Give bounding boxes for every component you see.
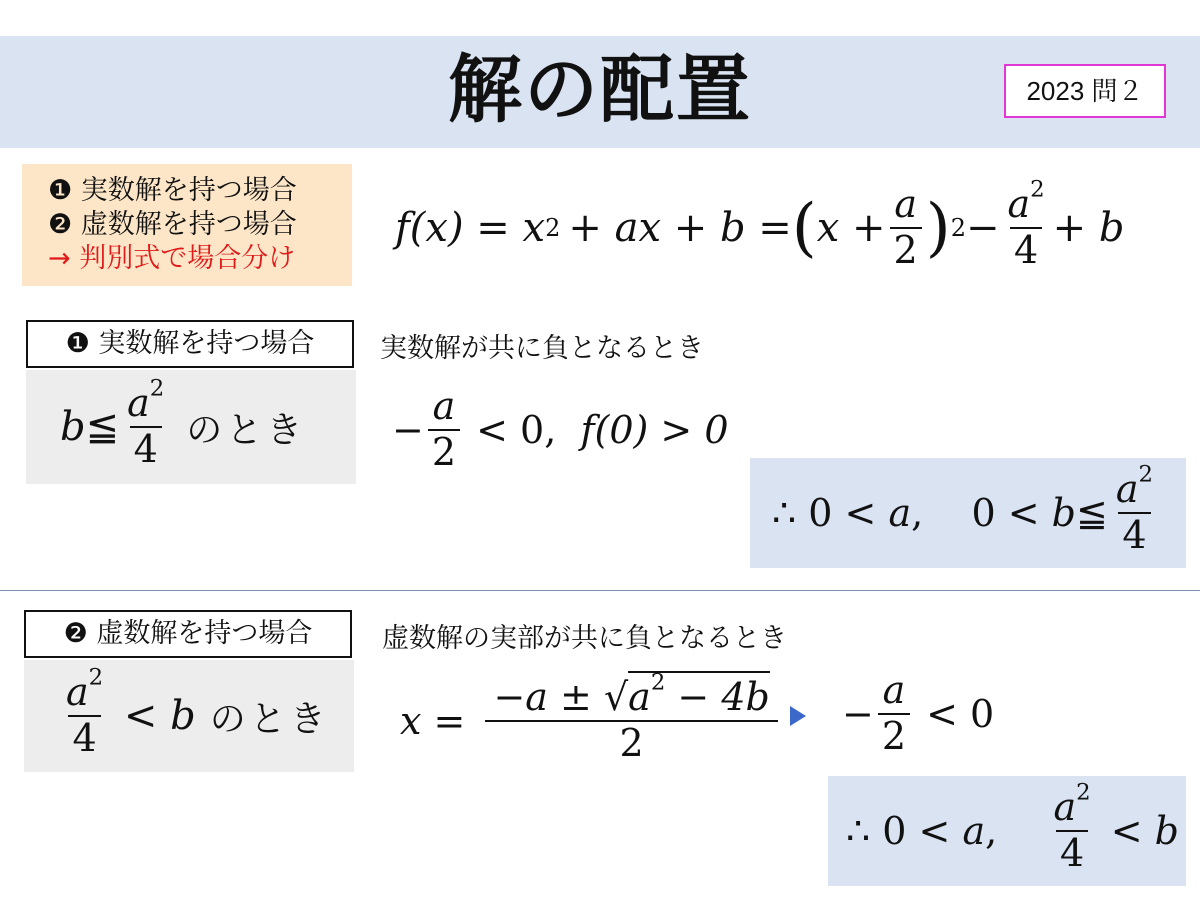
s2-ineq-rest: < 0: [914, 692, 995, 736]
s2-quad-rad-base: a: [628, 675, 651, 720]
formula-lhs: f(x) = x: [395, 205, 546, 251]
s2-quad-num-a: −a ±: [493, 675, 604, 720]
s1-cond-frac: [123, 375, 168, 471]
completed-square-formula: f(x) = x 2 + ax + b = ( x + $\frac{a}{2}$ ) 2 − $\frac{a^2}{4}$ + b: [395, 176, 1125, 272]
s2-ineq-num: a: [882, 668, 906, 713]
s1-cond-le: ≦: [85, 404, 120, 450]
s1-cond-exp: 2: [149, 375, 165, 402]
section-divider: [0, 590, 1200, 591]
section2-result: [828, 776, 1186, 886]
s2-quad-frac: [485, 669, 777, 765]
case-2-text: ❷ 虚数解を持つ場合: [48, 209, 297, 240]
s2-cond-exp: 2: [88, 664, 104, 691]
case-note-text: → 判別式で場合分け: [48, 243, 296, 274]
s1-ineq-num: a: [432, 384, 456, 429]
s1-res-a: a: [888, 491, 912, 535]
s1-ineq-minus: −: [392, 408, 424, 452]
formula-frac-num: a: [894, 182, 917, 227]
s2-cond-suffix: のとき: [209, 698, 330, 740]
s1-cond-b: b: [60, 404, 86, 450]
section2-note: 虚数解の実部が共に負となるとき: [382, 623, 787, 654]
s1-res-therefore: ∴ 0 <: [772, 491, 889, 535]
s1-res-exp: 2: [1138, 461, 1154, 488]
s2-res-comma: ,: [985, 809, 1046, 853]
s1-ineq-den: 2: [428, 429, 460, 473]
case-1-text: ❶ 実数解を持つ場合: [48, 175, 297, 206]
s1-ineq-frac: [428, 384, 460, 474]
s1-res-frac: [1112, 461, 1157, 557]
s2-res-num: a: [1053, 785, 1077, 830]
s2-cond-b: b: [170, 693, 196, 739]
s2-res-lt: <: [1098, 809, 1155, 853]
section1-result: [750, 458, 1186, 568]
s1-cond-suffix: のとき: [186, 409, 307, 451]
problem-tag: 2023 問２: [1004, 64, 1166, 118]
s1-res-comma: , 0 <: [911, 491, 1052, 535]
s2-cond-num: a: [66, 670, 89, 715]
formula-frac2-den: 4: [1010, 227, 1042, 271]
page-title: 解の配置: [448, 47, 752, 133]
s1-cond-den: 4: [130, 426, 162, 470]
section2-inequality: [842, 664, 994, 764]
s1-ineq-rest2: f(0) > 0: [580, 408, 729, 452]
s1-cond-num: a: [127, 381, 150, 426]
s2-res-a: a: [962, 809, 986, 853]
s2-cond-lt: <: [111, 693, 171, 739]
formula-frac-a-2: [890, 182, 922, 272]
formula-xplus: x +: [816, 205, 886, 251]
s2-res-b: b: [1154, 809, 1179, 853]
s2-quad-rad-rest: − 4b: [665, 675, 770, 720]
formula-close-paren: ): [925, 191, 951, 265]
s1-res-b: b: [1051, 491, 1076, 535]
s1-res-num: a: [1115, 467, 1139, 512]
quadratic-formula: [400, 666, 782, 776]
formula-frac-a2-4: [1004, 176, 1049, 272]
s1-ineq-rest1: < 0,: [464, 408, 581, 452]
s2-res-den: 4: [1056, 830, 1088, 874]
s2-ineq-frac: [878, 668, 910, 758]
section2-label: ❷ 虚数解を持つ場合: [24, 610, 352, 658]
s2-x-eq: x =: [400, 699, 478, 743]
s2-res-exp: 2: [1076, 779, 1091, 806]
section2-condition: [24, 660, 354, 772]
formula-minus: −: [965, 205, 1000, 251]
formula-frac2-num: a: [1007, 182, 1031, 227]
formula-frac-den: 2: [890, 227, 922, 271]
s2-quad-rad-exp: 2: [650, 669, 666, 696]
section1-inequalities: [392, 380, 729, 480]
section1-condition: [26, 370, 356, 484]
formula-frac2-exp: 2: [1030, 176, 1045, 203]
section1-label: ❶ 実数解を持つ場合: [26, 320, 354, 368]
s1-res-le: ≦: [1076, 491, 1108, 535]
sqrt-icon: √: [603, 675, 629, 720]
s2-cond-frac: [62, 664, 107, 760]
section1-note: 実数解が共に負となるとき: [380, 333, 704, 364]
s1-res-den: 4: [1118, 512, 1150, 556]
formula-mid: + ax + b =: [568, 205, 792, 251]
s2-res-therefore: ∴ 0 <: [846, 809, 963, 853]
s2-res-frac: [1050, 779, 1095, 875]
s2-quad-den: 2: [485, 720, 777, 764]
formula-open-paren: (: [791, 191, 817, 265]
formula-plusb: + b: [1052, 205, 1125, 251]
cases-summary: [22, 164, 352, 286]
s2-ineq-minus: −: [842, 692, 874, 736]
s2-cond-den: 4: [68, 715, 100, 759]
arrow-right-icon: [790, 706, 806, 726]
s2-ineq-den: 2: [878, 713, 910, 757]
